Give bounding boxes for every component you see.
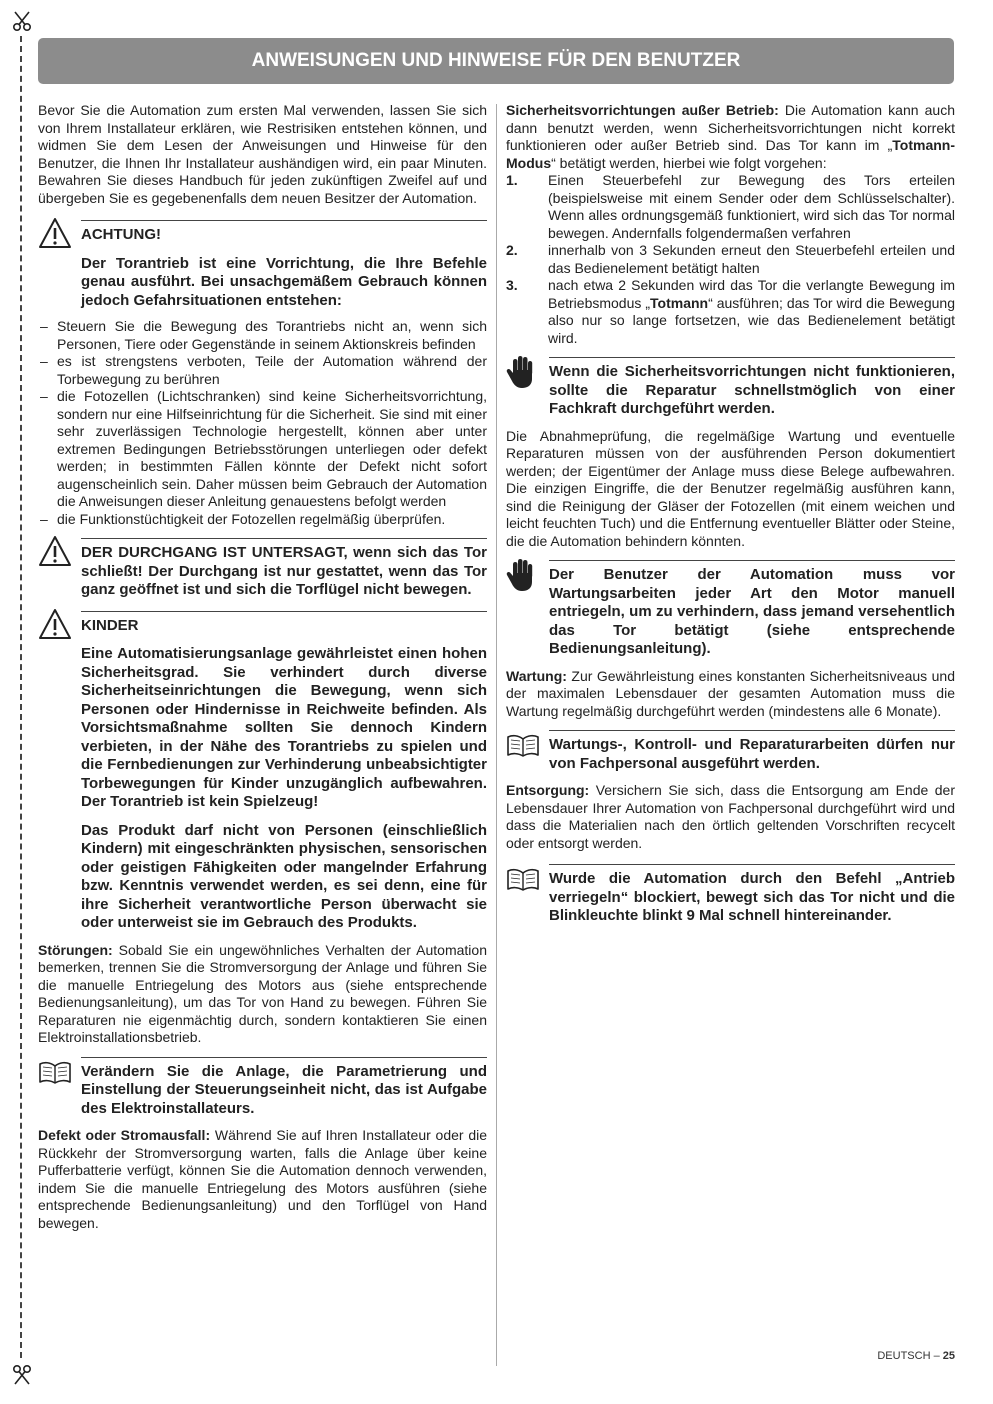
- step-number: 2.: [506, 242, 518, 258]
- defekt-text: Während Sie auf Ihren Installateur oder die Rückkehr der Stromversorgung warten, falls die Anlage über keine Pufferbatterie verfügt, können Sie die Automation dennoch verwenden, indem Sie die manuelle Entriegelung des Motors ausführen (siehe entsprechende Bedienungsanleitung) und den Torflügel von Hand bewegen.: [38, 1127, 487, 1231]
- step-text: “ ausführen; das Tor wird die Bewegung also nur so lange fortsetzen, wie das Bedienelement betätigt wird.: [548, 294, 955, 346]
- book-note-1-text: Wartungs-, Kontroll- und Reparaturarbeiten dürfen nur von Fachpersonal ausgeführt werden.: [549, 736, 955, 772]
- hand-note-1: [506, 357, 955, 419]
- step-text: nach etwa 2 Sekunden wird das Tor die verlangte Bewegung im Betriebsmodus „: [548, 277, 955, 311]
- step-bold: Totmann: [650, 294, 709, 311]
- scissors-icon: [11, 10, 33, 32]
- warning-triangle-icon: [38, 535, 72, 567]
- book-note-2: [506, 864, 955, 926]
- page-number: 25: [942, 1350, 955, 1362]
- wartung-text: Zur Gewährleistung eines konstanten Sicherheitsniveaus und der maximalen Lebensdauer der gesamten Automation muss die Wartung regelmäßig durchgeführt werden (mindestens alle 6 Monate).: [506, 667, 955, 719]
- hand-note-1-text: Wenn die Sicherheitsvorrichtungen nicht funktionieren, sollte die Reparatur schnellstmöglich von einer Fachkraft durchgeführt werden.: [549, 363, 955, 417]
- achtung-heading: ACHTUNG!: [81, 226, 161, 243]
- book-note-2-text: Wurde die Automation durch den Befehl „Antrieb verriegeln“ blockiert, bewegt sich das Tor nicht und die Blinkleuchte blinkt 9 Mal schnell hintereinander.: [549, 870, 955, 924]
- step-number: 1.: [506, 172, 518, 188]
- achtung-note: [38, 220, 487, 310]
- abnahme-paragraph: Die Abnahmeprüfung, die regelmäßige Wartung und eventuelle Reparaturen müssen von der ausführenden Person dokumentiert werden; der Eigentümer der Anlage muss diese Belege aufbewahren. Die einzigen Eingriffe, die der Benutzer regelmäßig ausführen kann, sind die Reinigung der Gläser der Fotozellen (mit einem weichen und leicht feuchten Tuch) und die Entfernung eventueller Blätter oder Steine, die die Automation behindern könnten.: [506, 427, 955, 549]
- entsorgung-text: Versichern Sie sich, dass die Entsorgung am Ende der Lebensdauer Ihrer Automation von Fachpersonal durchgeführt wird und dass die Materialien nach den örtlich geltenden Vorschriften recycelt oder entsorgt werden.: [506, 782, 955, 851]
- kinder-heading: KINDER: [81, 616, 139, 634]
- achtung-text: Der Torantrieb ist eine Vorrichtung, die Ihre Befehle genau ausführt. Bei unsachgemäßem Gebrauch können jedoch Gefahrsituationen entstehen:: [81, 254, 487, 309]
- footer-language: DEUTSCH –: [877, 1350, 943, 1362]
- kinder-text-1: Eine Automatisierungsanlage gewährleistet einen hohen Sicherheitsgrad. Sie verhindert durch diverse Sicherheitseinrichtungen die Bewegung, wenn sich Personen oder Hindernisse in Reichweite befinden. Als Vorsichtsmaßnahme sollten Sie dennoch Kindern verbieten, in der Nähe des Torantriebs zu spielen und die Fernbedienungen zur Verhinderung unbeabsichtigter Torbewegungen für Kinder unzugänglich aufbewahren. Der Torantrieb ist kein Spielzeug!: [81, 645, 487, 810]
- cut-line: [20, 36, 22, 1358]
- left-column: [38, 102, 487, 1232]
- step-text: innerhalb von 3 Sekunden erneut den Steuerbefehl erteilen und das Bedienelement betätigt halten: [548, 242, 955, 276]
- open-book-icon: [38, 1061, 72, 1085]
- list-item: – die Funktionstüchtigkeit der Fotozellen regelmäßig überprüfen.: [57, 511, 487, 529]
- durchgang-text: DER DURCHGANG IST UNTERSAGT, wenn sich das Tor schließt! Der Durchgang ist nur gestattet, wenn das Tor ganz geöffnet ist und sich die Torflügel nicht bewegen.: [81, 544, 487, 598]
- open-book-icon: [506, 734, 540, 758]
- durchgang-note: [38, 538, 487, 600]
- step-number: 3.: [506, 277, 518, 293]
- defekt-label: Defekt oder Stromausfall:: [38, 1127, 211, 1143]
- list-item: [506, 172, 955, 242]
- entsorgung-paragraph: [506, 782, 955, 852]
- defekt-paragraph: [38, 1127, 487, 1232]
- hand-stop-icon: [506, 354, 538, 390]
- stoerungen-text: Sobald Sie ein ungewöhnliches Verhalten der Automation bemerken, trennen Sie die Stromversorgung der Anlage und führen Sie die manuelle Entriegelung des Motors aus (siehe entsprechende Bedienungsanleitung), um das Tor von Hand zu bewegen. Führen Sie Reparaturen nie eigenmächtig durch, sondern kontaktieren Sie einen Elektroinstallationsbetrieb.: [38, 941, 487, 1045]
- page-title: ANWEISUNGEN UND HINWEISE FÜR DEN BENUTZER: [38, 38, 954, 84]
- kinder-text-2: Das Produkt darf nicht von Personen (einschließlich Kindern) mit eingeschränkten physischen, sensorischen oder geistigen Fähigkeiten oder mangelnder Erfahrung bzw. Kenntnis verwendet werden, es sei denn, eine für ihre Sicherheit verantwortliche Person überwacht sie oder unterweist sie im Gebrauch des Produkts.: [81, 821, 487, 931]
- wartung-paragraph: [506, 668, 955, 721]
- intro-paragraph: Bevor Sie die Automation zum ersten Mal verwenden, lassen Sie sich von Ihrem Installateur erklären, wie Restrisiken entstehen können, und widmen Sie dem Lesen der Anweisungen und Hinweise für den Benutzer, die Ihnen Ihr Installateur aushändigen wird, ein paar Minuten. Bewahren Sie dieses Handbuch für jeden zukünftigen Zweifel auf und übergeben Sie es gegebenenfalls dem neuen Besitzer der Automation.: [38, 102, 487, 206]
- hand-stop-icon: [506, 557, 538, 593]
- step-text: Einen Steuerbefehl zur Bewegung des Tors erteilen (beispielsweise mit einem Sender oder dem Schlüsselschalter). Wenn alles ordnungsgemäß funktioniert, wird sich das Tor normal bewegen. Andernfalls folgendermaßen verfahren: [548, 172, 955, 241]
- right-column: [506, 102, 955, 926]
- hand-note-2-text: Der Benutzer der Automation muss vor Wartungsarbeiten jeder Art den Motor manuell entriegeln, um zu verhindern, dass jemand versehentlich das Tor betätigt (siehe entsprechende Bedienungsanleitung).: [549, 566, 955, 657]
- veraendern-note: [38, 1057, 487, 1119]
- sicherheit-text-2: “ betätigt werden, hierbei wie folgt vorgehen:: [551, 154, 827, 171]
- list-item: – es ist strengstens verboten, Teile der Automation während der Torbewegung zu berühren: [57, 353, 487, 388]
- sicherheit-paragraph: [506, 102, 955, 172]
- steps-list: [506, 172, 955, 347]
- wartung-label: Wartung:: [506, 667, 567, 684]
- veraendern-text: Verändern Sie die Anlage, die Parametrierung und Einstellung der Steuerungseinheit nicht, das ist Aufgabe des Elektroinstallateurs.: [81, 1062, 487, 1117]
- stoerungen-paragraph: [38, 942, 487, 1047]
- entsorgung-label: Entsorgung:: [506, 782, 590, 798]
- scissors-icon: [11, 1364, 33, 1386]
- kinder-note: [38, 611, 487, 933]
- stoerungen-label: Störungen:: [38, 941, 113, 958]
- page-footer: [877, 1350, 955, 1362]
- sicherheit-bold: Totmann-Modus: [506, 137, 955, 171]
- book-note-1: [506, 730, 955, 773]
- list-item: [506, 242, 955, 277]
- list-item: – Steuern Sie die Bewegung des Torantriebs nicht an, wenn sich Personen, Tiere oder Gegenstände in seinem Aktionskreis befinden: [57, 318, 487, 353]
- sicherheit-label: Sicherheitsvorrichtungen außer Betrieb:: [506, 102, 779, 118]
- list-item: [506, 277, 955, 347]
- achtung-list: [38, 318, 487, 528]
- hand-note-2: [506, 560, 955, 659]
- column-divider: [496, 104, 497, 1366]
- sicherheit-text-1: Die Automation kann auch dann benutzt werden, wenn Sicherheitsvorrichtungen nicht korrekt funktionieren oder außer Betrieb sind. Das Tor kann im „: [506, 102, 955, 153]
- warning-triangle-icon: [38, 217, 72, 249]
- list-item: – die Fotozellen (Lichtschranken) sind keine Sicherheitsvorrichtung, sondern nur eine Hilfseinrichtung für die Sicherheit. Sie sind mit einer sehr zuverlässigen Technologie hergestellt, können aber unter extremen Bedingungen Betriebsstörungen unterliegen oder defekt werden; in bestimmten Fällen könnte der Defekt nicht sofort augenscheinlich sein. Daher müssen beim Gebrauch der Automation die Anweisungen dieser Anleitung genauestens befolgt werden: [57, 388, 487, 511]
- open-book-icon: [506, 868, 540, 892]
- warning-triangle-icon: [38, 608, 72, 640]
